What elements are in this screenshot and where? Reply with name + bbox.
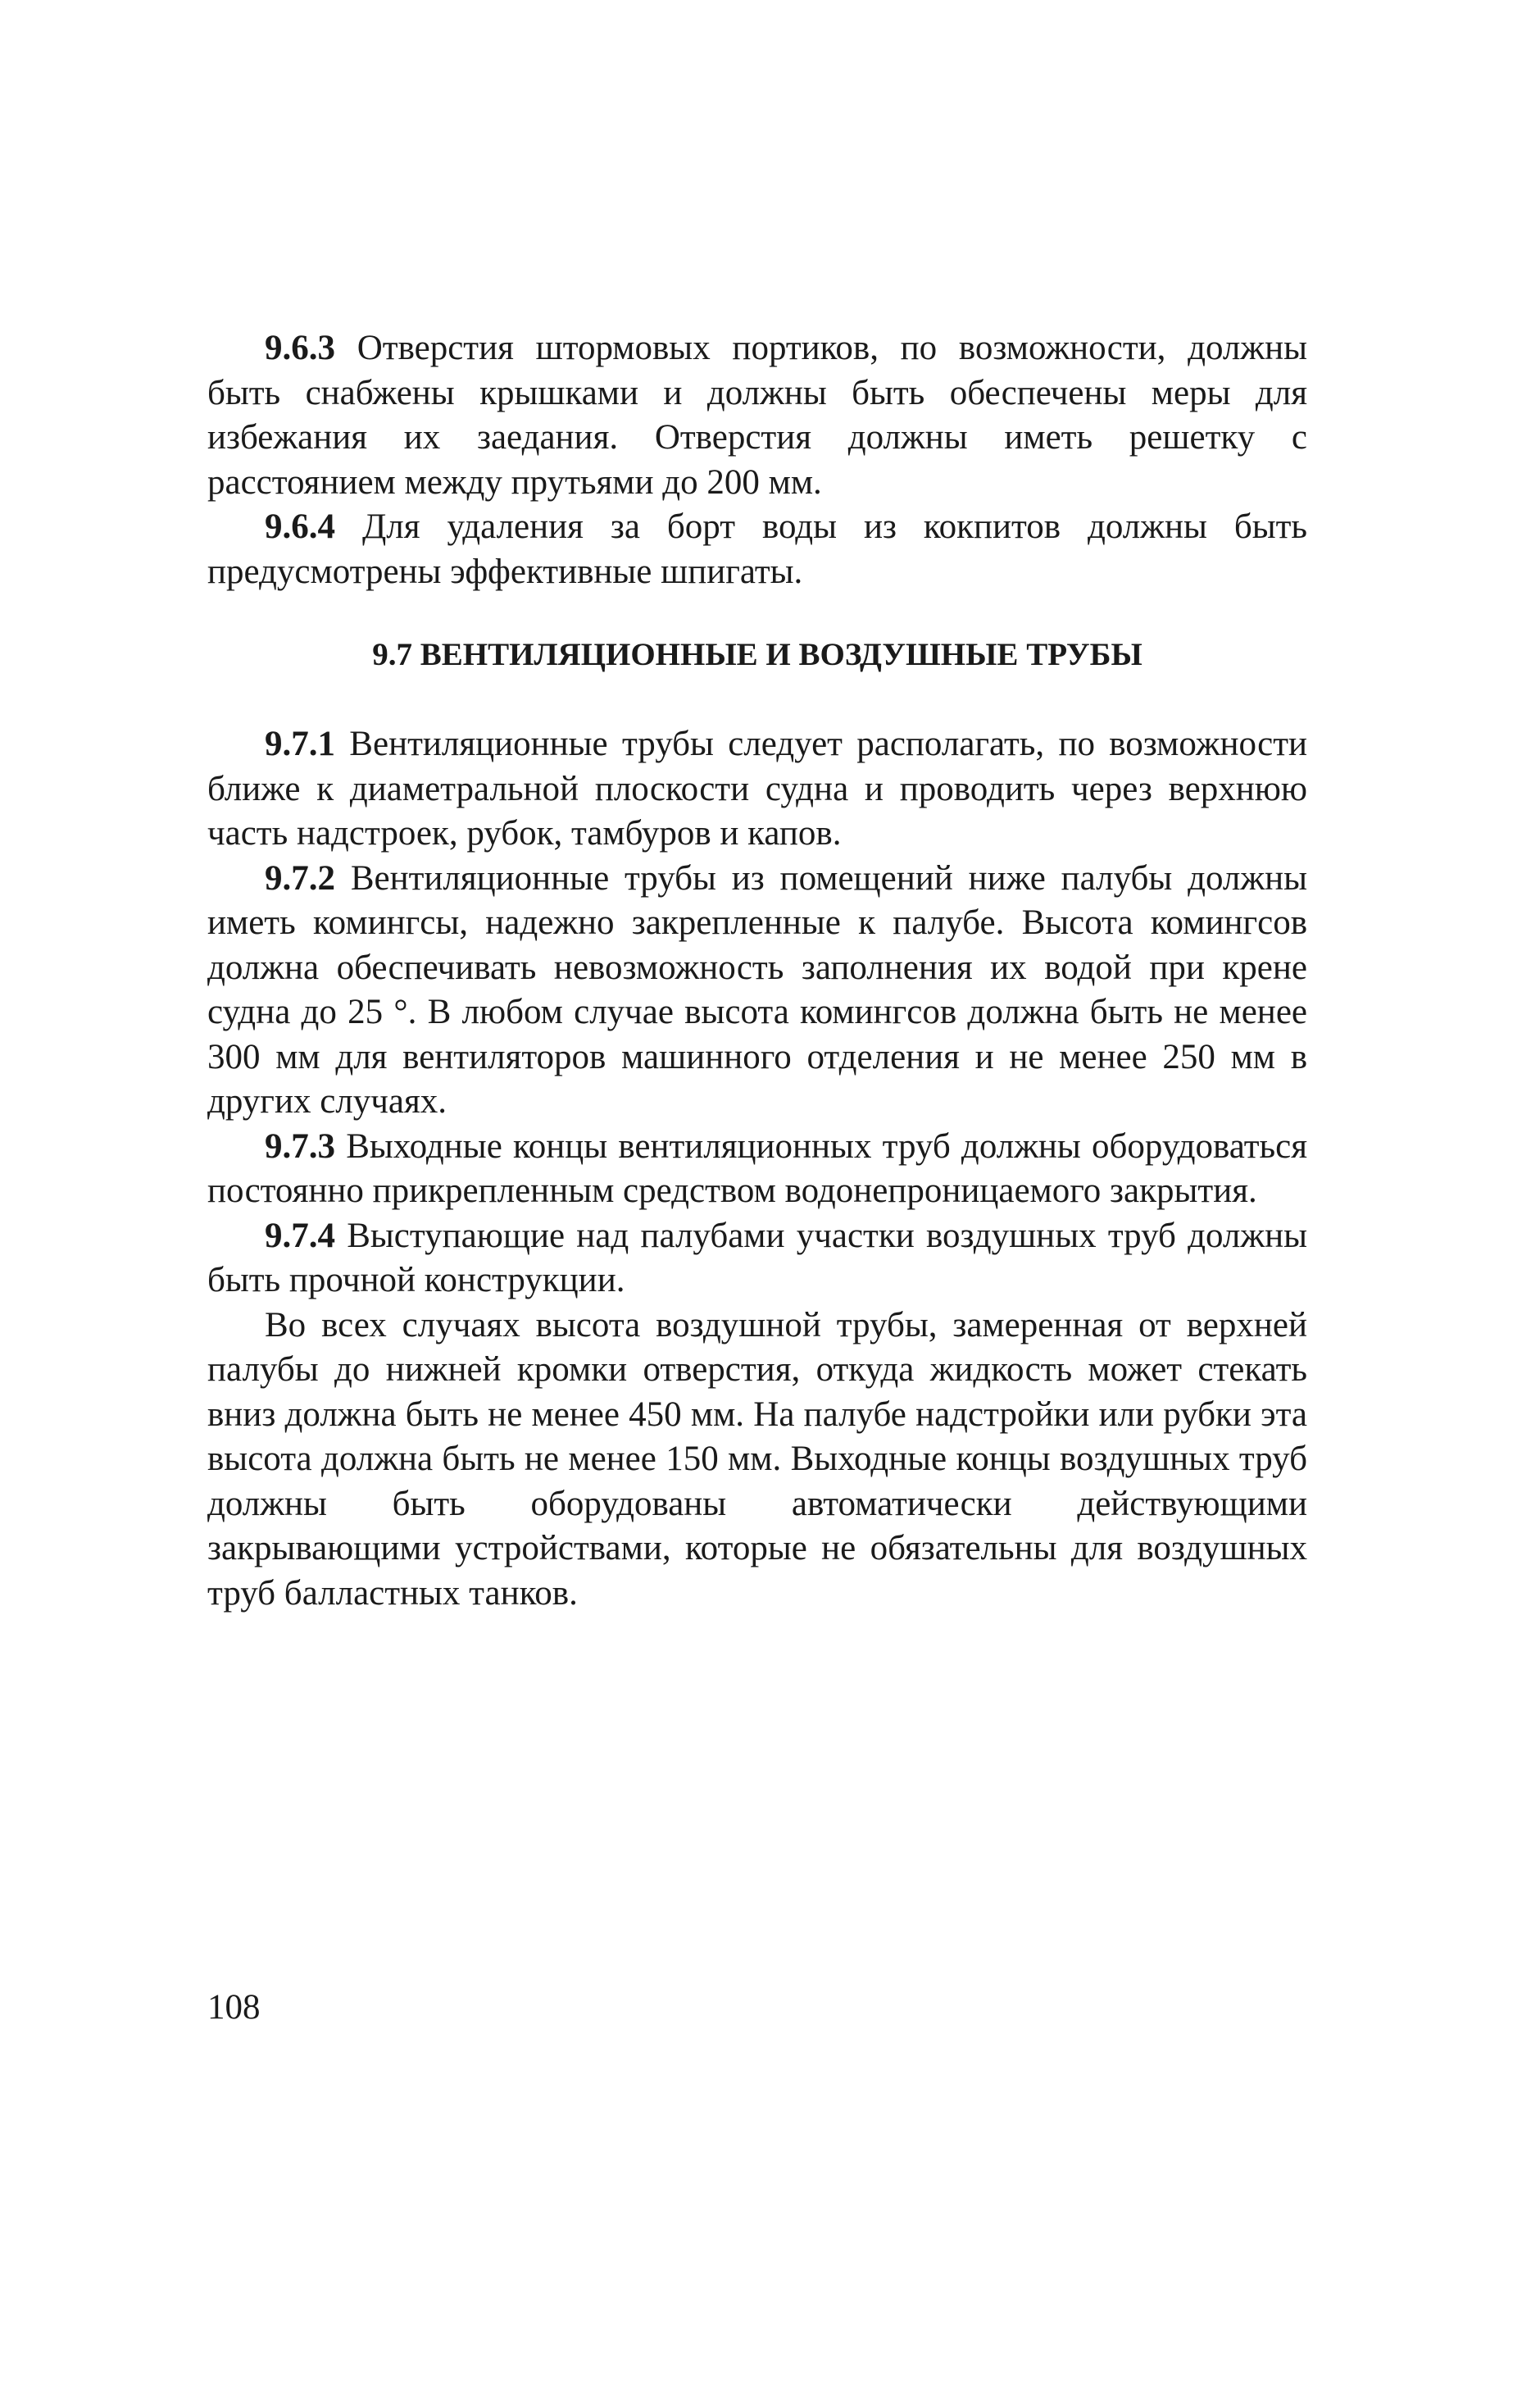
clause-text: Вентиляционные трубы следует располагать, по возможности ближе к диаметральной плоскости судна и проводить через верхнюю часть надстроек, рубок, тамбуров и капов.	[207, 725, 1307, 853]
clause-text: Вентиляционные трубы из помещений ниже палубы должны иметь комингсы, надежно закрепленные к палубе. Высота комингсов должна обеспечивать невозможность заполнения их водой при крене судна до 25 °. В любом случае высота комингсов должна быть не менее 300 мм для вентиляторов машинного отделения и не менее 250 мм в других случаях.	[207, 858, 1307, 1121]
body-text	[207, 326, 1307, 1616]
closing-paragraph: Во всех случаях высота воздушной трубы, замеренная от верхней палубы до нижней кромки отверстия, откуда жидкость может стекать вниз должна быть не менее 450 мм. На палубе надстройки или рубки эта высота должна быть не менее 150 мм. Выходные концы воздушных труб должны быть оборудованы автоматически действующими закрывающими устройствами, которые не обязательны для воздушных труб балластных танков.	[207, 1305, 1307, 1613]
clause-number: 9.7.2	[265, 858, 335, 898]
clause-number: 9.7.1	[265, 725, 335, 763]
clause-number: 9.6.3	[265, 329, 335, 367]
clause-text: Отверстия штормовых портиков, по возможности, должны быть снабжены крышками и должны быть обеспечены меры для избежания их заедания. Отверстия должны иметь решетку с расстоянием между прутьями до 200 мм.	[207, 329, 1307, 502]
clause-number: 9.7.4	[265, 1216, 335, 1255]
paragraph-9-7-2	[207, 857, 1307, 1125]
section-heading: 9.7 ВЕНТИЛЯЦИОННЫЕ И ВОЗДУШНЫЕ ТРУБЫ	[372, 637, 1143, 672]
clause-text: Выступающие над палубами участки воздушных труб должны быть прочной конструкции.	[207, 1216, 1307, 1299]
clause-number: 9.7.3	[265, 1126, 335, 1166]
clause-text: Для удаления за борт воды из кокпитов должны быть предусмотрены эффективные шпигаты.	[207, 507, 1307, 591]
clause-number: 9.6.4	[265, 507, 335, 546]
page-number: 108	[207, 1988, 261, 2027]
paragraph-9-7-1	[207, 722, 1307, 857]
paragraph-9-6-4	[207, 505, 1307, 594]
clause-text: Выходные концы вентиляционных труб должны оборудоваться постоянно прикрепленным средством водонепроницаемого закрытия.	[207, 1126, 1307, 1210]
paragraph-9-7-4	[207, 1214, 1307, 1303]
paragraph-9-7-3	[207, 1125, 1307, 1214]
paragraph-9-6-3	[207, 326, 1307, 505]
